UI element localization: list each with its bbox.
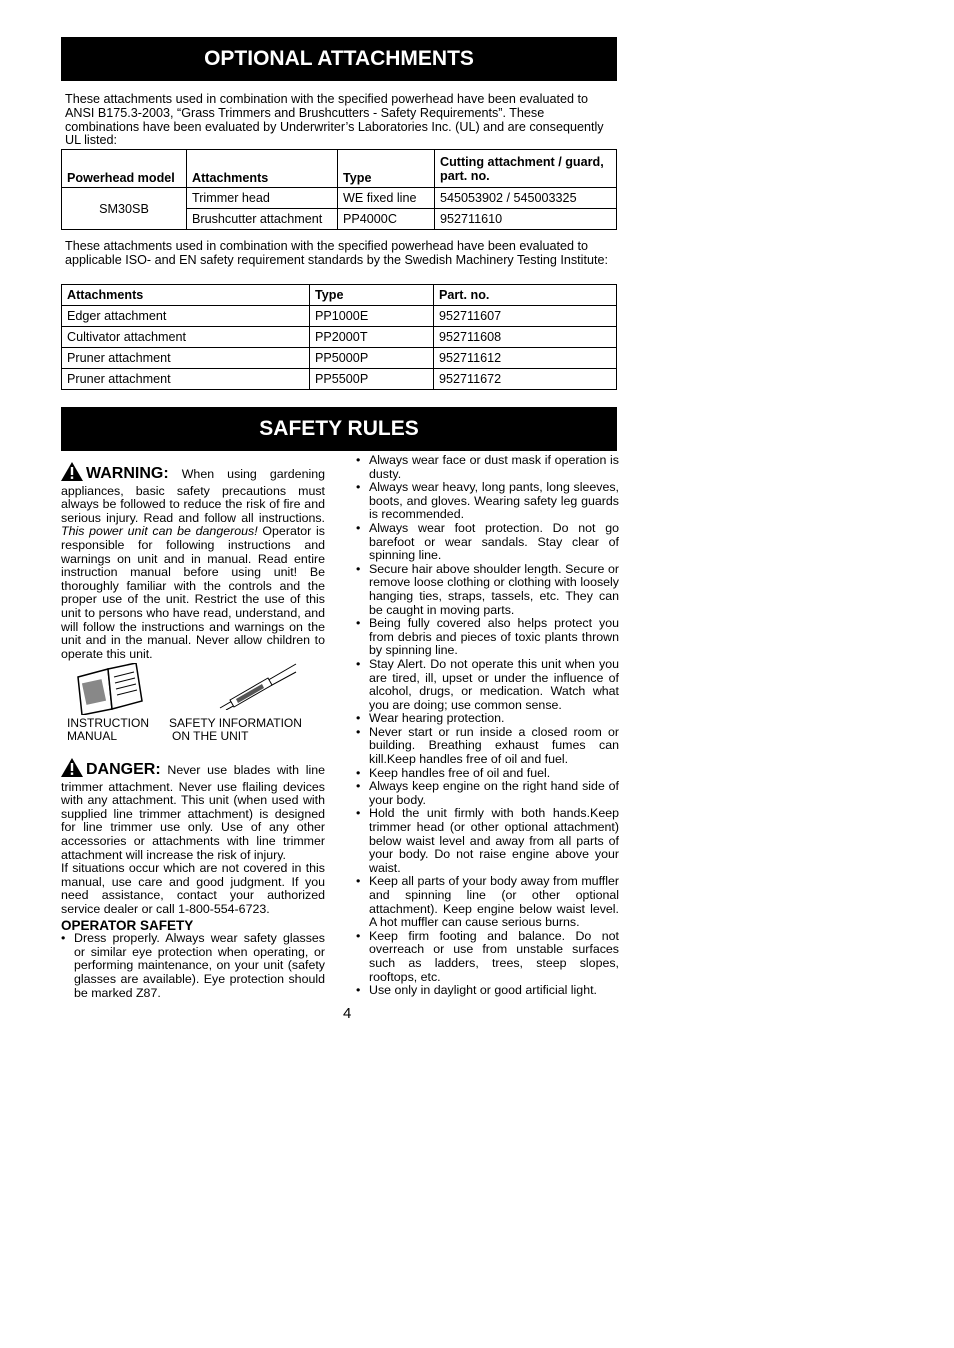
table2-header-part: Part. no. <box>434 285 617 306</box>
list-item: • Always wear heavy, long pants, long sleeves, boots, and gloves. Wearing safety leg guards is recommended. <box>356 481 619 522</box>
table1-cell: Trimmer head <box>187 188 338 209</box>
danger-label: DANGER: <box>86 761 161 778</box>
danger-text: Never use blades with line trimmer attachment. Never use flailing devices with any attachment. This unit (when used with supplied line trimmer attachment) is designed for line trimmer use only. Use of any other accessories or attachments with line trimmer attachment will increase the risk of injury. <box>61 763 325 862</box>
warning-label: WARNING: <box>86 465 169 482</box>
table2-cell: PP2000T <box>310 327 434 348</box>
table-row <box>62 327 617 348</box>
powerhead-attachments-table <box>61 149 617 230</box>
list-item: • Wear hearing protection. <box>356 712 619 726</box>
list-item: • Never start or run inside a closed room or building. Breathing exhaust fumes can kill.Keep handles free of oil and fuel. <box>356 726 619 767</box>
table2-header-type: Type <box>310 285 434 306</box>
warning-block <box>61 462 325 661</box>
table1-header-type: Type <box>338 150 435 188</box>
table1-cell: 952711610 <box>435 209 617 230</box>
list-item: • Being fully covered also helps protect you from debris and pieces of toxic plants thrown by spinning line. <box>356 617 619 658</box>
table2-cell: PP1000E <box>310 306 434 327</box>
list-item: • Always wear foot protection. Do not go barefoot or wear sandals. Stay clear of spinning line. <box>356 522 619 563</box>
attachments-intro: These attachments used in combination with the specified powerhead have been evaluated to ANSI B175.3-2003, “Grass Trimmers and Brushcutters - Safety Requirements”. These combinations have been evaluated by Underwriter’s Laboratories Inc. (UL) and are consequently UL listed: <box>65 92 604 148</box>
table2-cell: 952711612 <box>434 348 617 369</box>
table1-cell: PP4000C <box>338 209 435 230</box>
warning-triangle-icon <box>61 462 83 485</box>
optional-attachments-banner <box>61 37 617 81</box>
safety-rules-title: SAFETY RULES <box>259 417 419 440</box>
caption-safety-line2: ON THE UNIT <box>172 729 249 743</box>
list-item: • Dress properly. Always wear safety glasses or similar eye protection when operating, or performing maintenance, on your unit (safety glasses are available). Eye protection should be marked Z87. <box>61 932 325 1000</box>
list-item: • Always wear face or dust mask if operation is dusty. <box>356 454 619 481</box>
iso-attachments-table <box>61 284 617 390</box>
table2-cell: Edger attachment <box>62 306 310 327</box>
operator-safety-title: OPERATOR SAFETY <box>61 917 194 933</box>
table2-cell: PP5000P <box>310 348 434 369</box>
warning-italic: This power unit can be dangerous! <box>61 524 258 539</box>
table2-cell: PP5500P <box>310 369 434 390</box>
table1-header-part: Cutting attachment / guard, part. no. <box>435 150 617 188</box>
caption-safety-line1: SAFETY INFORMATION <box>169 716 302 730</box>
table2-cell: 952711672 <box>434 369 617 390</box>
list-item: • Keep handles free of oil and fuel. <box>356 767 619 781</box>
page-number: 4 <box>343 1005 352 1022</box>
safety-decal-illustration <box>216 662 298 715</box>
caption-safety-information <box>169 717 302 743</box>
list-item: • Always keep engine on the right hand side of your body. <box>356 780 619 807</box>
optional-attachments-title: OPTIONAL ATTACHMENTS <box>204 47 474 70</box>
list-item: • Secure hair above shoulder length. Secure or remove loose clothing or clothing with loosely hanging ties, straps, tassels, etc. They can be caught in moving parts. <box>356 563 619 617</box>
safety-rules-banner <box>61 407 617 451</box>
list-item: • Hold the unit firmly with both hands.Keep trimmer head (or other optional attachment) below waist level and away from all parts of your body. Do not raise engine above your waist. <box>356 807 619 875</box>
operator-safety-list <box>61 932 325 1000</box>
table2-header-attachments: Attachments <box>62 285 310 306</box>
list-item: • Keep firm footing and balance. Do not overreach or use from unstable surfaces such as ladders, trees, steep slopes, rooftops, etc. <box>356 930 619 984</box>
list-item: • Stay Alert. Do not operate this unit when you are tired, ill, upset or under the influence of alcohol, drugs, or medication. Watch what you are doing; use common sense. <box>356 658 619 712</box>
caption-manual-line2: MANUAL <box>67 729 118 743</box>
table1-header-attachments: Attachments <box>187 150 338 188</box>
table1-cell: WE fixed line <box>338 188 435 209</box>
instruction-manual-illustration <box>74 663 146 720</box>
table2-cell: 952711608 <box>434 327 617 348</box>
table2-cell: Cultivator attachment <box>62 327 310 348</box>
table2-cell: Pruner attachment <box>62 348 310 369</box>
caption-instruction-manual <box>67 717 149 743</box>
table1-cell: 545053902 / 545003325 <box>435 188 617 209</box>
table1-header-model: Powerhead model <box>62 150 187 188</box>
table-row <box>62 306 617 327</box>
danger-text-2: If situations occur which are not covered in this manual, use care and good judgment. If you need assistance, contact your authorized service dealer or call 1-800-554-6723. <box>61 861 325 916</box>
table-row <box>62 369 617 390</box>
table2-cell: 952711607 <box>434 306 617 327</box>
warning-text-1: When using gardening appliances, basic safety precautions must always be followed to reduce the risk of fire and serious injury. Read and follow all instructions. <box>61 467 325 525</box>
list-item: • Keep all parts of your body away from muffler and spinning line (or other optional attachment). Keep engine below waist level. A hot muffler can cause serious burns. <box>356 875 619 929</box>
caption-manual-line1: INSTRUCTION <box>67 716 149 730</box>
list-item: • Use only in daylight or good artificial light. <box>356 984 619 998</box>
table2-cell: Pruner attachment <box>62 369 310 390</box>
attachments-intro-2: These attachments used in combination with the specified powerhead have been evaluated to applicable ISO- and EN safety requirement standards by the Swedish Machinery Testing Institute: <box>65 239 608 267</box>
safety-bullets-right <box>356 454 619 998</box>
warning-text-2: Operator is responsible for following instructions and warnings on unit and in manual. Read entire instruction manual before using unit! Be thoroughly familiar with the controls and the proper use of the unit. Restrict the use of this unit to persons who have read, understand, and will follow the instructions and warnings on the unit and in the manual. Never allow children to operate this unit. <box>61 524 326 661</box>
danger-triangle-icon <box>61 758 83 781</box>
table1-cell: Brushcutter attachment <box>187 209 338 230</box>
table1-model-cell: SM30SB <box>62 188 187 230</box>
danger-block <box>61 758 325 1000</box>
table-row <box>62 348 617 369</box>
